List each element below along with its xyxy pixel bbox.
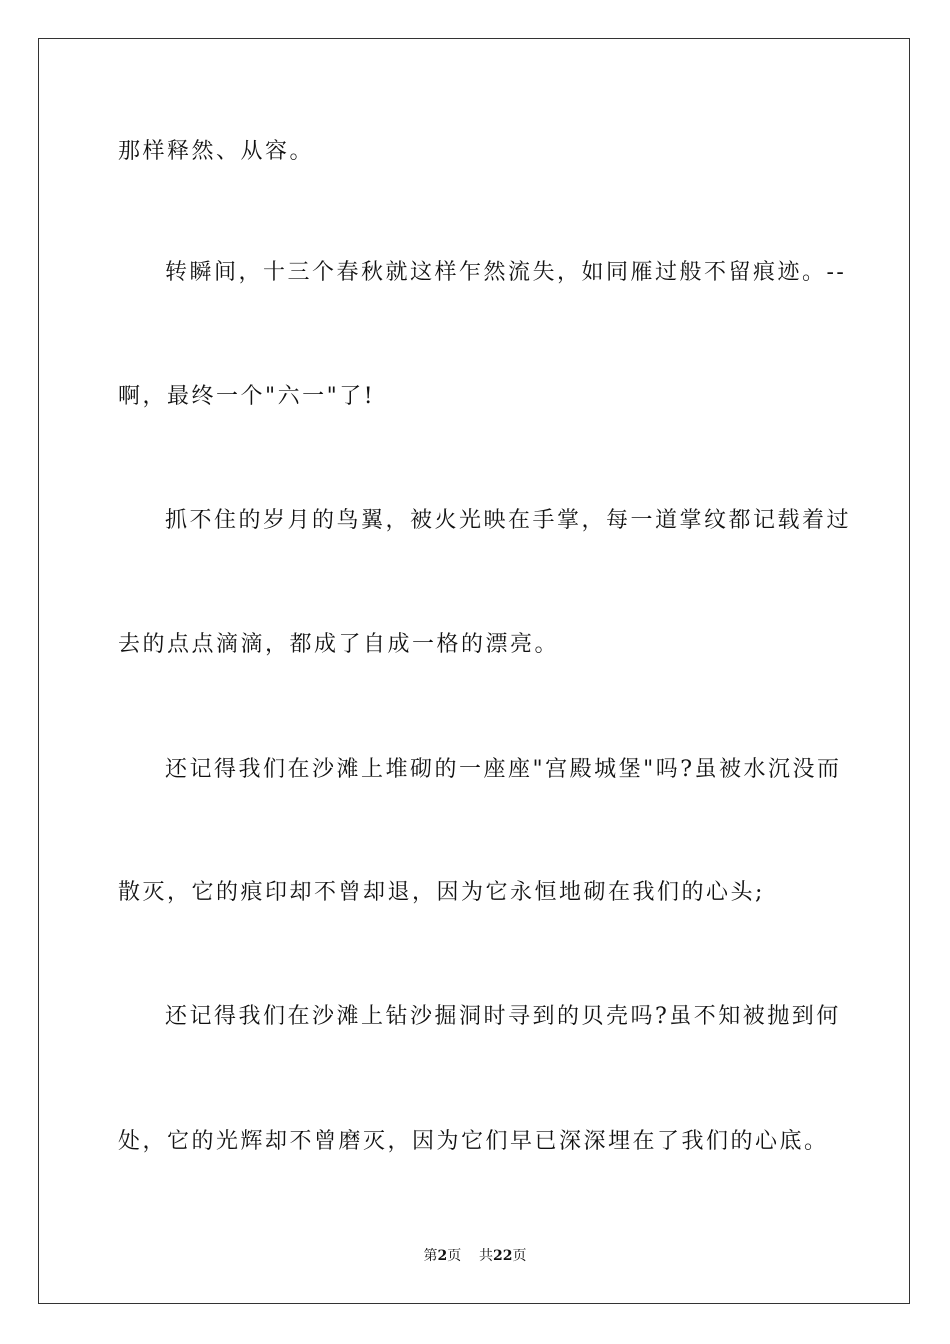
- page-prefix: 第: [423, 1248, 438, 1264]
- text-line-5: 去的点点滴滴，都成了自成一格的漂亮。: [118, 632, 560, 657]
- text-line-1: 那样释然、从容。: [118, 139, 315, 164]
- text-line-6: 还记得我们在沙滩上堆砌的一座座"宫殿城堡"吗?虽被水沉没而: [165, 757, 842, 782]
- text-line-4: 抓不住的岁月的鸟翼，被火光映在手掌，每一道掌纹都记载着过: [165, 508, 852, 533]
- text-line-2: 转瞬间，十三个春秋就这样乍然流失，如同雁过般不留痕迹。--: [165, 260, 847, 285]
- text-line-3: 啊，最终一个"六一"了!: [118, 384, 376, 409]
- text-line-7: 散灭，它的痕印却不曾却退，因为它永恒地砌在我们的心头;: [118, 880, 765, 905]
- text-line-9: 处，它的光辉却不曾磨灭，因为它们早已深深埋在了我们的心底。: [118, 1129, 829, 1154]
- total-suffix: 页: [512, 1248, 527, 1264]
- total-prefix: 共: [479, 1248, 494, 1264]
- page-number: 2: [437, 1248, 448, 1264]
- page-border: [38, 38, 910, 1304]
- page-footer: [0, 1247, 950, 1265]
- text-line-8: 还记得我们在沙滩上钻沙掘洞时寻到的贝壳吗?虽不知被抛到何: [165, 1004, 841, 1029]
- page-suffix: 页: [447, 1248, 462, 1264]
- total-pages: 22: [493, 1248, 513, 1264]
